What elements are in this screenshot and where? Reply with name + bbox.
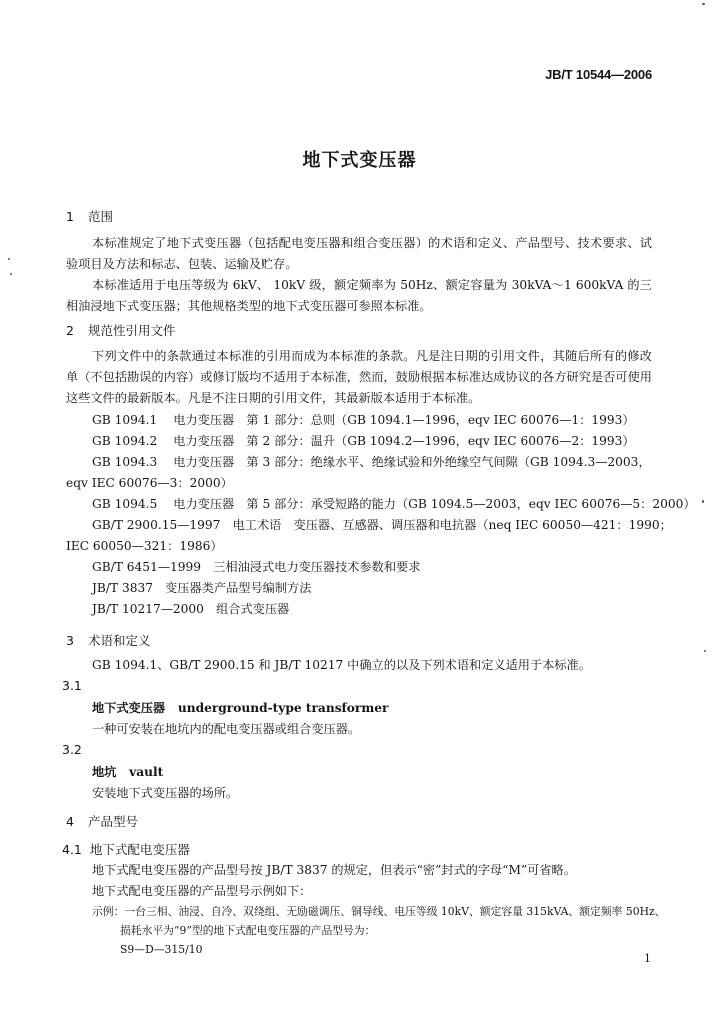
term-3-1-english: underground-type transformer (177, 701, 389, 715)
reference-item: GB 1094.2 电力变压器 第 2 部分：温升（GB 1094.2—1996，eqv IEC 60076—2：1993） (92, 434, 635, 448)
section-1-title: 范围 (88, 209, 114, 224)
subsection-3-2-number: 3.2 (62, 742, 82, 757)
section-1-paragraph-1: 本标准规定了地下式变压器（包括配电变压器和组合变压器）的术语和定义、产品型号、技术要求、试验项目及方法和标志、包装、运输及贮存。 (66, 236, 652, 272)
document-title: 地下式变压器 (302, 150, 417, 171)
section-2-number: 2 (66, 323, 74, 338)
term-3-1-definition: 一种可安装在地坑内的配电变压器或组合变压器。 (92, 722, 361, 736)
reference-item-continuation: eqv IEC 60076—3：2000） (66, 476, 233, 490)
term-3-2 (92, 763, 163, 780)
reference-item: JB/T 3837 变压器类产品型号编制方法 (92, 581, 312, 595)
section-4-1-line-2: 地下式配电变压器的产品型号示例如下： (92, 884, 312, 898)
section-3-paragraph: GB 1094.1、GB/T 2900.15 和 JB/T 10217 中确立的以及下列术语和定义适用于本标准。 (92, 658, 591, 672)
term-3-2-definition: 安装地下式变压器的场所。 (92, 786, 239, 800)
section-4-heading (66, 812, 138, 830)
section-4-1-line-1: 地下式配电变压器的产品型号按 JB/T 3837 的规定，但表示“密”封式的字母“M”可省略。 (92, 863, 576, 877)
subsection-4-1-heading (62, 840, 190, 858)
section-3-heading (66, 631, 151, 649)
scan-speck (702, 500, 704, 503)
reference-item: GB/T 6451—1999 三相油浸式电力变压器技术参数和要求 (92, 560, 421, 574)
subsection-4-1-number: 4.1 (62, 842, 82, 857)
example-model-code: S9—D—315/10 (120, 943, 203, 956)
scan-speck (702, 3, 705, 5)
section-4-number: 4 (66, 814, 74, 829)
subsection-3-1-number: 3.1 (62, 678, 82, 693)
section-3-number: 3 (66, 633, 74, 648)
reference-item: GB 1094.5 电力变压器 第 5 部分：承受短路的能力（GB 1094.5—2003，eqv IEC 60076—5：2000） (92, 497, 696, 511)
term-3-1-chinese: 地下式变压器 (92, 701, 166, 715)
example-line-1: 示例：一台三相、油浸、自冷、双绕组、无励磁调压、铜导线、电压等级 10kV、额定容量 315kVA、额定频率 50Hz、 (92, 905, 666, 918)
term-3-1 (92, 699, 388, 716)
reference-item: JB/T 10217—2000 组合式变压器 (92, 602, 290, 616)
section-3-title: 术语和定义 (88, 633, 151, 648)
reference-item-continuation: IEC 60050—321：1986） (66, 539, 223, 553)
section-2-title: 规范性引用文件 (88, 323, 176, 338)
term-3-2-chinese: 地坑 (92, 765, 117, 779)
scan-speck (8, 258, 10, 260)
subsection-4-1-title: 地下式配电变压器 (89, 842, 190, 857)
term-3-2-english: vault (129, 765, 164, 779)
scan-speck (10, 273, 12, 275)
section-2-heading (66, 321, 176, 339)
reference-item: GB 1094.1 电力变压器 第 1 部分：总则（GB 1094.1—1996，eqv IEC 60076—1：1993） (92, 413, 635, 427)
reference-item: GB 1094.3 电力变压器 第 3 部分：绝缘水平、绝缘试验和外绝缘空气间隙（GB 1094.3—2003， (92, 455, 651, 469)
reference-item: GB/T 2900.15—1997 电工术语 变压器、互感器、调压器和电抗器（neq IEC 60050—421：1990； (92, 518, 672, 532)
section-1-paragraph-2: 本标准适用于电压等级为 6kV、 10kV 级，额定频率为 50Hz、额定容量为 30kVA～1 600kVA 的三相油浸地下式变压器；其他规格类型的地下式变压器可参照本标准。 (66, 278, 652, 314)
example-line-2: 损耗水平为“9”型的地下式配电变压器的产品型号为： (120, 924, 376, 937)
page-number: 1 (644, 952, 651, 965)
standard-code: JB/T 10544—2006 (545, 67, 652, 82)
scan-speck (704, 650, 706, 652)
section-1-number: 1 (66, 209, 74, 224)
section-1-heading (66, 207, 113, 225)
section-4-title: 产品型号 (88, 814, 139, 829)
section-2-paragraph: 下列文件中的条款通过本标准的引用而成为本标准的条款。凡是注日期的引用文件，其随后所有的修改单（不包括勘误的内容）或修订版均不适用于本标准，然而，鼓励根据本标准达成协议的各方研究是否可使用这些文件的最新版本。凡是不注日期的引用文件，其最新版本适用于本标准。 (66, 349, 652, 406)
